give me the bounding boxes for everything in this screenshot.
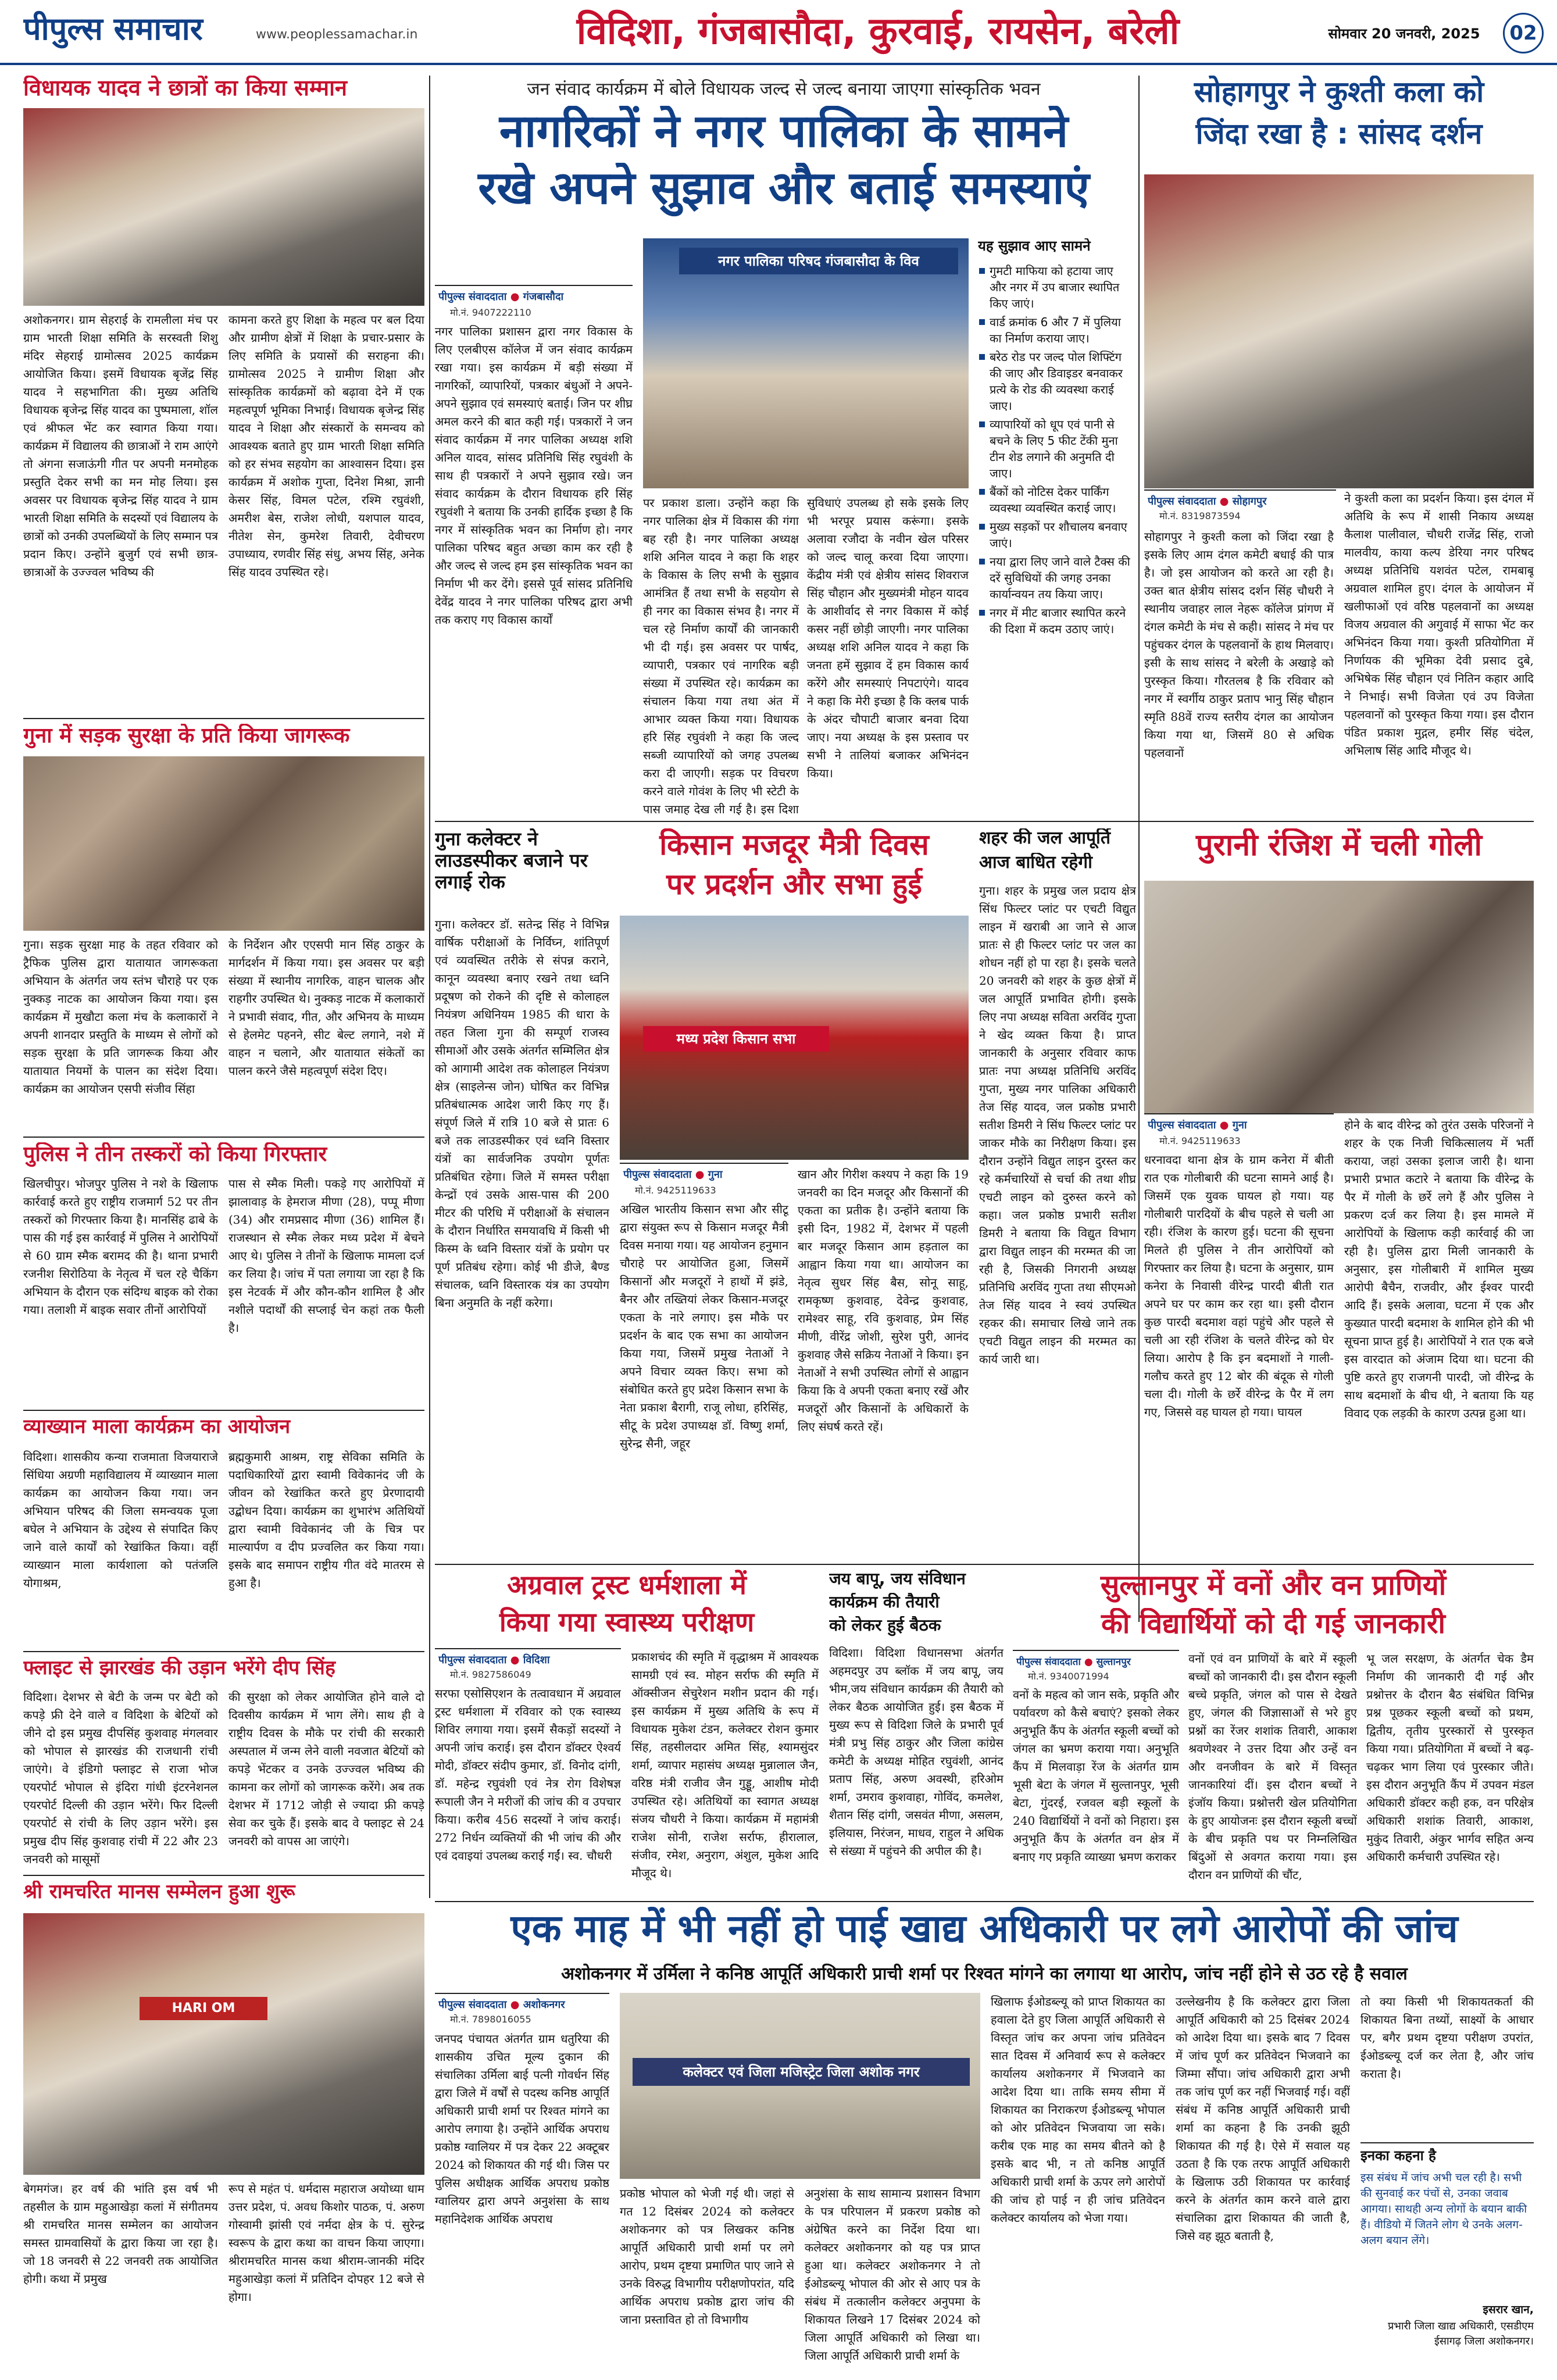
article-body-col1: अशोकनगर। ग्राम सेहराई के रामलीला मंच पर ग्राम भारती शिक्षा समिति के सरस्वती शिशु मंदिर सेहराई ग्रामोत्सव 2025 कार्यक्रम आयोजित किया। इसमें विधायक बृजेंद्र सिंह यादव ने सहभागिता की। मुख्य अतिथि विधायक बृजेन्द्र सिंह यादव का पुष्पमाला, शॉल एवं श्रीफल भेंट कर स्वागत किया गया। कार्यक्रम में विद्यालय की छात्राओं ने राम आएंगे तो अंगना सजाऊंगी गीत पर अपनी मनमोहक प्रस्तुति देकर सभी का मन मोह लिया। इस अवसर पर विधायक बृजेन्द्र सिंह यादव ने ग्राम भारती शिक्षा समिति के सदस्यों एवं विद्यालय के छात्रों को उनकी उपलब्धियों के लिए सम्मान पत्र प्रदान किए। उन्होंने बुजुर्ग एवं सभी छात्र-छात्राओं के उज्ज्वल भविष्य की [23, 313, 218, 579]
masthead-date: सोमवार 20 जनवरी, 2025 [1328, 26, 1480, 42]
masthead [0, 0, 1557, 65]
byline-mobile: मो.नं. 9827586049 [450, 1669, 531, 1680]
article-body-col1: अखिल भारतीय किसान सभा और सीटू द्वारा संयुक्त रूप से किसान मजदूर मैत्री दिवस मनाया गया। यह आयोजन हनुमान चौराहे पर आयोजित हुआ, जिसमें किसानों और मजदूरों ने हाथों में झंडे, बैनर और तख्तियां लेकर किसान-मजदूर एकता के नारे लगाए। इस मौके पर प्रदर्शन के बाद एक सभा का आयोजन किया गया, जिसमें प्रमुख नेताओं ने अपने विचार व्यक्त किए। सभा को संबोधित करते हुए प्रदेश किसान सभा के नेता प्रकाश बैरागी, राजू लोधा, हरिसिंह, सीटू के प्रदेश उपाध्यक्ष डॉ. विष्णु शर्मा, सुरेन्द्र सैनी, जहूर [620, 1202, 788, 1450]
article-body-col1: खिलचीपुर। भोजपुर पुलिस ने नशे के खिलाफ कार्रवाई करते हुए राष्ट्रीय राजमार्ग 52 पर तीन तस्करों को गिरफ्तार किया है। मानसिंह ढाबे के पास की गई इस कार्रवाई में पुलिस ने आरोपियों से 60 ग्राम स्मैक बरामद की है। थाना प्रभारी रजनीश सिरोठिया के नेतृत्व में चल रहे चैकिंग अभियान के दौरान एक संदिग्ध बाइक को रोका गया। तलाशी में बाइक सवार तीनों आरोपियों [23, 1177, 218, 1317]
byline-ganjbasoda [435, 285, 633, 320]
article-body: गुना। शहर के प्रमुख जल प्रदाय क्षेत्र सिंध फिल्टर प्लांट पर एचटी विद्युत लाइन में खराबी आ जाने से आज प्रातः से ही फिल्टर प्लांट पर जल का शोधन नहीं हो पा रहा है। इसके चलते 20 जनवरी को शहर के कुछ क्षेत्रों में जल आपूर्ति प्रभावित होगी। इसके लिए नपा अध्यक्ष सविता अरविंद गुप्ता ने खेद व्यक्त किया है। प्राप्त जानकारी के अनुसार रविवार काफ प्रातः नपा अध्यक्ष प्रतिनिधि अरविंद गुप्ता, मुख्य नगर पालिका अधिकारी तेज सिंह यादव, जल प्रकोष्ठ प्रभारी सतीश डिमरी ने सिंध फिल्टर प्लांट पर जाकर मौके का निरीक्षण किया। इस दौरान उन्होंने विद्युत लाइन दुरस्त कर रहे कर्मचारियों से चर्चा की तथा शीघ्र एचटी लाइन को दुरुस्त करने को कहा। जल प्रकोष्ठ प्रभारी सतीश डिमरी ने बताया कि विद्युत विभाग द्वारा विद्युत लाइन की मरम्मत की जा रही है, जिसकी निगरानी अध्यक्ष प्रतिनिधि अरविंद गुप्ता तथा सीएमओ तेज सिंह यादव ने स्वयं उपस्थित रहकर की। समाचार लिखे जाने तक एचटी विद्युत लाइन की मरम्मत का कार्य जारी था। [979, 884, 1136, 1366]
region-title: विदिशा, गंजबासौदा, कुरवाई, रायसेन, बरेली [576, 10, 1180, 53]
story-agrawal [435, 1570, 819, 1895]
byline-place: गंजबासौदा [523, 291, 564, 303]
story-kisan [620, 828, 969, 1555]
byline-name-text: पीपुल्स संवाददाता [438, 1999, 507, 2011]
pin-icon: ● [510, 1654, 520, 1666]
byline-name [438, 1997, 607, 2011]
byline-place: गुना [1232, 1119, 1247, 1131]
photo-vidhayak [23, 108, 424, 306]
byline-sohagpur [1144, 489, 1336, 523]
headline-line3: को लेकर हुई बैठक [829, 1616, 941, 1635]
byline-name [1148, 494, 1334, 508]
article-body-col2: ब्रह्मकुमारी आश्रम, राष्ट्र सेविका समिति के पदाधिकारियों द्वारा स्वामी विवेकानंद जी के जीवन को रेखांकित करते हुए प्रेरणादायी उद्बोधन दिया। कार्यक्रम का शुभारंभ अतिथियों द्वारा स्वामी विवेकानंद जी के चित्र पर माल्यार्पण व दीप प्रज्वलित कर किया गया। इसके बाद समापन राष्ट्रीय गीत वंदे मातरम से हुआ है। [228, 1450, 424, 1590]
headline-line1: किसान मजदूर मैत्री दिवस [659, 828, 929, 862]
article-body-col2: प्रकोष्ठ भोपाल को भेजी गई थी। जहां से गत 12 दिसंबर 2024 को कलेक्टर अशोकनगर को पत्र लिखकर कनिष्ठ आपूर्ति अधिकारी प्राची शर्मा पर लगे आरोप, प्रथम दृष्टया प्रमाणित पाए जाने से उनके विरुद्ध विभागीय परीक्षणोपरांत, यदि आर्थिक अपराध प्रकोष्ठ द्वारा जांच की जाना प्रस्तावित हो तो विभागीय [620, 2186, 794, 2327]
headline-line1: जय बापू, जय संविधान [829, 1570, 966, 1588]
article-body-col2: के निर्देशन और एएसपी मान सिंह ठाकुर के मार्गदर्शन में किया गया। इस अवसर पर बड़ी संख्या में स्थानीय नागरिक, वाहन चालक और राहगीर उपस्थित थे। नुक्कड़ नाटक में कलाकारों ने प्रभावी संवाद, गीत, और अभिनय के माध्यम से हेलमेट पहनने, सीट बेल्ट लगाने, नशे में वाहन न चलाने, और यातायात संकेतों का पालन करने जैसे महत्वपूर्ण संदेश दिए। [228, 938, 424, 1078]
article-body-col2: की सुरक्षा को लेकर आयोजित होने वाले दो दिवसीय कार्यक्रम में भाग लेंगे। साथ ही वे राष्ट्रीय दिवस के मौके पर रांची की सरकारी अस्पताल में जन्म लेने वाली नवजात बेटियों को कपड़े भेंटकर व उनके उज्ज्वल भविष्य की कामना कर लोगों को जागरूक करेंगे। अब तक देशभर में 1712 जोड़ी से ज्यादा फ्री कपड़े सेवा कर चुके हैं। इसके बाद वे फ्लाइट से 24 जनवरी को वापस आ जाएंगे। [228, 1690, 424, 1848]
byline-sultanpur [1013, 1650, 1179, 1684]
headline-line2: आज बाधित रहेगी [979, 853, 1092, 873]
headline: पुलिस ने तीन तस्करों को किया गिरफ्तार [23, 1142, 327, 1166]
headline-line1: सुल्तानपुर में वनों और वन प्राणियों [1100, 1570, 1447, 1602]
headline: फ्लाइट से झारखंड की उड़ान भरेंगे दीप सिंह [23, 1657, 335, 1679]
byline-guna-goli [1144, 1113, 1334, 1148]
suggestions-title: यह सुझाव आए सामने [978, 238, 1091, 254]
story-vidhayak [23, 76, 424, 715]
quote-name: इसरार खान, [1483, 2303, 1534, 2316]
headline-line1: अग्रवाल ट्रस्ट धर्मशाला में [507, 1570, 747, 1600]
article-body-col2: खान और गिरीश कश्यप ने कहा कि 19 जनवरी का दिन मजदूर और किसानों की एकता का प्रतीक है। उन्होंने बताया कि इसी दिन, 1982 में, देशभर में पहली बार मजदूर किसान आम हड़ताल का आह्वान किया गया था। आयोजन का नेतृत्व सुधर सिंह बैस, सोनू साहू, रामकृष्ण कुशवाह, देवेन्द्र कुशवाह, रामेश्वर साहू, रवि कुशवाह, प्रेम सिंह मीणी, वीरेंद्र जोशी, सुरेश पुरी, आनंद कुशवाह जैसे सक्रिय नेताओं ने किया। इन नेताओं ने सभी उपस्थित लोगों से आह्वान किया कि वे अपनी एकता बनाए रखें और मजदूरों और किसानों के अधिकारों के लिए संघर्ष करते रहें। [798, 1167, 969, 1434]
byline-place: सुल्तानपुर [1096, 1656, 1131, 1668]
byline-name [438, 290, 630, 303]
byline-name [438, 1653, 619, 1667]
pin-icon: ● [510, 1999, 520, 2011]
pin-icon: ● [1084, 1656, 1093, 1668]
byline-place: गुना [708, 1168, 723, 1181]
article-body-col2: होने के बाद वीरेन्द्र को तुरंत उसके परिजनों ने शहर के एक निजी चिकित्सालय में भर्ती कराया, जहां उसका इलाज जारी है। थाना प्रभारी प्रभात कटारे ने बताया कि वीरेन्द्र के पैर में गोली के छर्रे लगे हैं और पुलिस ने प्रकरण दर्ज कर लिया है। इस मामले में आरोपियों के खिलाफ कड़ी कार्रवाई की जा रही है। पुलिस द्वारा मिली जानकारी के अनुसार, इस गोलीबारी में शामिल मुख्य आरोपी बैचैन, राजवीर, और ईश्वर पारदी आदि हैं। इसके अलावा, घटना में एक और कुख्यात पारदी बदमाश के शामिल होने की भी सूचना प्राप्त हुई है। आरोपियों ने रात एक बजे इस वारदात को अंजाम दिया था। घटना की पुष्टि करते हुए राजगनी पारदी, जो वीरेन्द्र के साथ बदमाशों के बीच थी, ने बताया कि यह विवाद एक लड़की के कारण उत्पन्न हुआ था। [1344, 1118, 1534, 1420]
headline-line1: नागरिकों ने नगर पालिका के सामने [499, 106, 1069, 158]
byline-vidisha [435, 1648, 621, 1682]
quote-text: इस संबंध में जांच अभी चल रही है। सभी की सुनवाई कर पंचों से, उनका जवाब आगया। साथही अन्य लोगों के बयान बाकी हैं। वीडियो में जितने लोग थे उनके अलग-अलग बयान लेंगे। [1360, 2171, 1527, 2247]
suggestion-item: नगर में मीट बाजार स्थापित करने की दिशा में कदम उठाए जाएं। [978, 605, 1133, 637]
article-body-col4: खिलाफ ईओडब्ल्यू को प्राप्त शिकायत का हवाला देते हुए जिला आपूर्ति अधिकारी से विस्तृत जांच कर अपना जांच प्रतिवेदन सात दिवस में अनिवार्य रूप से कलेक्टर कार्यालय अशोकनगर में भिजवाने का आदेश दिया था। ताकि समय सीमा में शिकायत का निराकरण ईओडब्ल्यू भोपाल को ओर प्रतिवेदन भिजवाया जा सके। करीब एक माह का समय बीतने को है इसके बाद भी, न तो कनिष्ठ आपूर्ति अधिकारी प्राची शर्मा के ऊपर लगे आरोपों की जांच हो पाई न ही जांच प्रतिवेदन कलेक्टर कार्यालय को भेजा गया। [991, 1995, 1165, 2225]
subheadline: अशोकनगर में उर्मिला ने कनिष्ठ आपूर्ति अधिकारी प्राची शर्मा पर रिश्वत मांगने का लगाया था आरोप, जांच नहीं होने से उठ रहे है सवाल [561, 1964, 1408, 1984]
byline-name [1016, 1654, 1177, 1668]
article-body-col2: वनों एवं वन प्राणियों के बारे में स्कूली बच्चों को जानकारी दी। इस दौरान स्कूली बच्चे प्रकृति, जंगल को पास से देखते हुए, जंगल की जिज्ञासाओं से भरे हुए प्रश्नों का रेंजर शशांक तिवारी, आकाश श्रवणेश्वर ने उत्तर दिया और उन्हें वन और वनजीवन के बारे में विस्तृत जानकारियां दीं। इस दौरान बच्चों ने इंजॉय किया। प्रश्नोत्तरी खेल प्रतियोगिता के हुए आयोजनः इस दौरान स्कूली बच्चों के बीच प्रकृति पथ पर निम्नलिखित बिंदुओं से अवगत कराया गया। इस दौरान वन प्राणियों की चौंट, [1188, 1652, 1357, 1882]
story-flight [23, 1657, 424, 1872]
headline-line2: रखे अपने सुझाव और बताई समस्याएं [478, 163, 1090, 215]
suggestion-item: वार्ड क्रमांक 6 और 7 में पुलिया का निर्माण कराया जाए। [978, 314, 1133, 346]
headline-line2: पर प्रदर्शन और सभा हुई [666, 868, 922, 901]
headline: गुना में सड़क सुरक्षा के प्रति किया जागरूक [23, 724, 350, 748]
byline-mobile: मो.नं. 9425119633 [635, 1185, 716, 1196]
article-body-col2: कामना करते हुए शिक्षा के महत्व पर बल दिया और ग्रामीण क्षेत्रों में शिक्षा के प्रचार-प्रसार के लिए समिति के प्रयासों की सराहना की। ग्रामोत्सव 2025 ने ग्रामीण शिक्षा और सांस्कृतिक कार्यक्रमों को बढ़ावा देने में एक महत्वपूर्ण भूमिका निभाई। विधायक बृजेन्द्र सिंह यादव ने शिक्षा और संस्कारों के समन्वय को आवश्यक बताते हुए ग्राम भारती शिक्षा समिति को हर संभव सहयोग का आश्वासन दिया। इस कार्यक्रम में अशोक गुप्ता, दिनेश मिश्रा, ज्ञानी केसर सिंह, विमल पटेल, रश्मि रघुवंशी, अमरीश बेस, राजेश लोधी, यशपाल यादव, नीतेश सेन, कुमरेश तिवारी, देवीचरण उपाध्याय, रणवीर सिंह संधु, अभय सिंह, अनेक सिंह यादव उपस्थित रहे। [228, 313, 424, 579]
story-sultanpur [1013, 1570, 1534, 1895]
byline-name-text: पीपुल्स संवाददाता [1148, 1119, 1216, 1131]
story-loudspeaker [435, 828, 609, 1555]
pin-icon: ● [1219, 1119, 1229, 1131]
story-police [23, 1142, 424, 1407]
headline: गुना कलेक्टर ने लाउडस्पीकर बजाने पर लगाई रोक [435, 828, 588, 893]
byline-mobile: मो.नं. 9340071994 [1028, 1671, 1109, 1682]
divider [435, 1564, 1534, 1565]
divider [23, 1651, 424, 1652]
photo-jan-samvad [643, 238, 969, 488]
quote-designation: प्रभारी जिला खाद्य अधिकारी, एसडीएम ईसागढ़ जिला अशोकनगर। [1388, 2320, 1534, 2347]
byline-name-text: पीपुल्स संवाददाता [438, 291, 507, 303]
suggestion-item: नया द्वारा लिए जाने वाले टैक्स की दरें सुविधियों की जगह उनका कार्यान्वयन तय किया जाए। [978, 553, 1133, 602]
photo-collector-office [620, 1993, 980, 2179]
quote-title: इनका कहना है [1360, 2148, 1436, 2164]
headline: एक माह में भी नहीं हो पाई खाद्य अधिकारी पर लगे आरोपों की जांच [510, 1907, 1458, 1951]
article-body-col3: अनुशंसा के साथ सामान्य प्रशासन विभाग के पत्र परिपालन में प्रकरण प्रकोष्ठ को अंग्रेषित करने का निर्देश दिया था। कलेक्टर अशोकनगर को यह पत्र प्राप्त हुआ था। कलेक्टर अशोकनगर ने तो ईओडब्ल्यू भोपाल की ओर से आए पत्र के संबंध में तत्कालीन कलेक्टर अनुपमा के शिकायत लिखने 17 दिसंबर 2024 को जिला आपूर्ति अधिकारी को लिखा था। जिला आपूर्ति अधिकारी प्राची शर्मा के [805, 2186, 980, 2363]
divider [435, 821, 1534, 822]
headline-line2: किया गया स्वास्थ्य परीक्षण [499, 1607, 755, 1638]
story-vyakhyan [23, 1416, 424, 1648]
article-body-col1: जनपद पंचायत अंतर्गत ग्राम धतुरिया की शासकीय उचित मूल्य दुकान की संचालिका उर्मिला बाई पत्नी गोवर्धन सिंह द्वारा जिले में वर्षों से पदस्थ कनिष्ठ आपूर्ति अधिकारी प्राची शर्मा पर रिश्वत मांगने का आरोप लगाया है। उन्होंने आर्थिक अपराध प्रकोष्ठ ग्वालियर में पत्र देकर 22 अक्टूबर 2024 को शिकायत की गई थी। जिस पर पुलिस अधीक्षक आर्थिक अपराध प्रकोष्ठ ग्वालियर द्वारा अपने अनुशंसा के साथ महानिदेशक आर्थिक अपराध [435, 2032, 609, 2226]
story-guna-road-safety [23, 724, 424, 1134]
headline-line1: सोहागपुर ने कुश्ती कला को [1194, 76, 1484, 109]
headline-line2: की विद्यार्थियों को दी गई जानकारी [1101, 1608, 1445, 1640]
byline-place: अशोकनगर [523, 1999, 565, 2011]
byline-mobile: मो.नं. 8319873594 [1159, 510, 1241, 521]
byline-mobile: मो.नं. 9407222110 [450, 307, 531, 318]
article-body-col1: सरफा एसोसिएशन के तत्वावधान में अग्रवाल ट्रस्ट धर्मशाला में रविवार को एक स्वास्थ्य शिविर लगाया गया। इसमें सैकड़ों सदस्यों ने अपनी जांच कराई। इस दौरान डॉक्टर ऐश्वर्य मोदी, डॉक्टर संदीप कुमार, डॉ. विनोद दांगी, डॉ. महेन्द्र रघुवंशी एवं नेत्र रोग विशेषज्ञ रूपाली जैन ने मरीजों की जांच की व उपचार किया। करीब 456 सदस्यों ने जांच कराई। 272 निर्धन व्यक्तियों की भी जांच की और एवं दवाइयां उपलब्ध कराई गईं। स्व. चौधरी [435, 1686, 621, 1863]
article-body-col1: गुना। सड़क सुरक्षा माह के तहत रविवार को ट्रैफिक पुलिस द्वारा यातायात जागरूकता अभियान के अंतर्गत जय स्तंभ चौराहे पर एक नुक्कड़ नाटक का आयोजन किया गया। इस कार्यक्रम में मुखौटा कला मंच के कलाकारों ने अपनी शानदार प्रस्तुति के माध्यम से लोगों को सड़क सुरक्षा के प्रति जागरूक किया और यातायात नियमों के पालन का संदेश दिया। कार्यक्रम का आयोजन एसपी संजीव सिंहा [23, 938, 218, 1096]
suggestion-item: बैंकों को नोटिस देकर पार्किंग व्यवस्था व्यवस्थित कराई जाए। [978, 484, 1133, 516]
right-divider [1138, 76, 1140, 1622]
article-body-col6: तो क्या किसी भी शिकायतकर्ता की शिकायत बिना तथ्यों, साक्ष्यों के आधार पर, बगैर प्रथम दृष्टया परीक्षण उपरांत, ईओडब्ल्यू दर्ज कर लेता है, और जांच कराता है। [1360, 1995, 1534, 2081]
story-main-ganjbasoda [435, 76, 1133, 817]
byline-name [1148, 1118, 1331, 1132]
suggestion-item: व्यापारियों को धूप एवं पानी से बचने के लिए 5 फीट टेंकी मुना टीन शेड लगाने की अनुमति दी जाए। [978, 416, 1133, 481]
headline: पुरानी रंजिश में चली गोली [1195, 828, 1482, 863]
photo-sign-text: कलेक्टर एवं जिला मजिस्ट्रेट जिला अशोक नगर [633, 2058, 970, 2086]
article-body-col1: सोहागपुर ने कुश्ती कला को जिंदा रखा है इसके लिए आम दंगल कमेटी बधाई की पात्र है। जो इस आयोजन को करते आ रही है। उक्त बात क्षेत्रीय सांसद दर्शन सिंह चौधरी ने स्थानीय जवाहर लाल नेहरू कॉलेज प्रांगण में दंगल कमेटी के मंच से कही। सांसद ने मंच पर पहुंचकर दंगल के पहलवानों के हाथ मिलवाए। इसी के साथ सांसद ने बरेली के अखाड़े को पुरस्कृत किया। गौरतलब है कि रविवार को नगर में स्वर्गीय ठाकुर प्रताप भानु सिंह चौहान स्मृति 88वें राज्य स्तरीय दंगल का आयोजन किया गया था, जिसमें 80 से अधिक पहलवानों [1144, 530, 1334, 760]
story-goli [1144, 828, 1534, 1555]
suggestion-item: मुख्य सड़कों पर शौचालय बनवाए जाएं। [978, 519, 1133, 551]
article-body-col2: प्रकाशचंद की स्मृति में वृद्धाश्रम में आवश्यक सामग्री एवं स्व. मोहन सर्राफ की स्मृति में ऑक्सीजन सेचुरेशन मशीन प्रदान की गई। इस कार्यक्रम में मुख्य अतिथि के रूप में विधायक मुकेश टंडन, कलेक्टर रोशन कुमार सिंह, तहसीलदार अमित सिंह, श्यामसुंदर शर्मा, व्यापार महासंघ अध्यक्ष मुन्नालाल जैन, वरिष्ठ मंत्री राजीव जैन गुड्डू, आशीष मोदी उपस्थित रहे। अतिथियों का स्वागत अध्यक्ष संजय चौधरी ने किया। कार्यक्रम में महामंत्री राजेश सोनी, राजेश सर्राफ, हीरालाल, संजीव, रमेश, अनुराग, अंशुल, मुकेश आदि मौजूद थे। [631, 1650, 819, 1880]
logo: पीपुल्स समाचार [23, 10, 203, 47]
divider [23, 1410, 424, 1411]
quote-box [1360, 2142, 1534, 2366]
divider [23, 1137, 424, 1138]
byline-guna-kisan [620, 1163, 788, 1198]
byline-place: सोहागपुर [1232, 495, 1267, 508]
website: www.peoplessamachar.in [256, 27, 418, 42]
suggestions-box [978, 238, 1133, 817]
byline-name-text: पीपुल्स संवाददाता [1016, 1656, 1081, 1668]
byline-name-text: पीपुल्स संवाददाता [623, 1168, 692, 1181]
byline-mobile: मो.नं. 9425119633 [1159, 1135, 1241, 1146]
byline-name-text: पीपुल्स संवाददाता [438, 1654, 507, 1666]
byline-mobile: मो.नं. 7898016055 [450, 2014, 531, 2025]
story-khadya [435, 1907, 1534, 2366]
divider [23, 1875, 424, 1876]
article-body-col2: पास से स्मैक मिली। पकड़े गए आरोपियों में झालावाड़ के हेमराज मीणा (28), पप्पू मीणा (34) और रामप्रसाद मीणा (36) शामिल हैं। राजस्थान से स्मैक लेकर मध्य प्रदेश में बेचने आए थे। पुलिस ने तीनों के खिलाफ मामला दर्ज कर लिया है। जांच में पता लगाया जा रहा है कि इस नेटवर्क में और कौन-कौन शामिल है और नशीले पदार्थों की सप्लाई चेन कहां तक फैली है। [228, 1177, 424, 1335]
article-body-col3: सुविधाएं उपलब्ध हो सके इसके लिए भी भरपूर प्रयास करूंगा। इसके अलावा रजौदा के नवीन खेल परिसर को जल्द चालू करवा दिया जाएगा। केंद्रीय मंत्री एवं क्षेत्रीय सांसद शिवराज सिंह चौहान और मुख्यमंत्री मोहन यादव के आशीर्वाद से नगर विकास में कोई कसर नहीं छोड़ी जाएगी। नगर पालिका अध्यक्ष शशि अनिल यादव ने कहा कि जनता हमें सुझाव दें हम विकास कार्य करेंगे और समस्याएं निपटाएंगे। यादव ने कहा कि मेरी इच्छा है कि क्लब पार्क के अंदर चौपाटी बाजार बनवा दिया जाए। नया अध्यक्ष के इस प्रस्ताव पर सभी ने तालियां बजाकर अभिनंदन किया। [807, 496, 969, 780]
kicker: जन संवाद कार्यक्रम में बोले विधायक जल्द से जल्द बनाया जाएगा सांस्कृतिक भवन [527, 79, 1041, 99]
article-body-col1: विदिशा। देशभर से बेटी के जन्म पर बेटी को कपड़े फ्री देने वाले व विदिशा के बेटियों को जीने दो इस प्रमुख दीपसिंह कुशवाह मंगलवार को भोपाल से झारखंड की राजधानी रांची जाएंगे। वे इंडिगो फ्लाइट से राजा भोज एयरपोर्ट भोपाल से इंदिरा गांधी इंटरनेशनल एयरपोर्ट दिल्ली की उड़ान भरेंगे। फिर दिल्ली एयरपोर्ट से रांची के लिए उड़ान भरेंगे। इस प्रमुख दीप सिंह कुशवाह रांची में 22 और 23 जनवरी को मासूमों [23, 1690, 218, 1866]
byline-place: विदिशा [523, 1654, 550, 1666]
article-body: गुना। कलेक्टर डॉ. सतेन्द्र सिंह ने विभिन्न वार्षिक परीक्षाओं के निर्विघ्न, शांतिपूर्ण एवं व्यवस्थित तरीके से संपन्न कराने, कानून व्यवस्था बनाए रखने तथा ध्वनि प्रदूषण को रोकने की दृष्टि से कोलाहल नियंत्रण अधिनियम 1985 की धारा के तहत जिला गुना की सम्पूर्ण राजस्व सीमाओं और उसके अंतर्गत सम्मिलित क्षेत्र को आगामी आदेश तक कोलाहल नियंत्रण क्षेत्र (साइलेन्स जोन) घोषित कर विभिन्न प्रतिबंधात्मक आदेश जारी किए गए हैं। संपूर्ण जिले में रात्रि 10 बजे से प्रातः 6 बजे तक लाउडस्पीकर एवं ध्वनि विस्तार यंत्रों का सार्वजनिक उपयोग पूर्णतः प्रतिबंधित रहेगा। जिले में समस्त परीक्षा केन्द्रों एवं उसके आस-पास की 200 मीटर की परिधि में परीक्षाओं के संचालन के दौरान निर्धारित समयावधि में किसी भी किस्म के ध्वनि विस्तार यंत्रों के प्रयोग पर पूर्ण प्रतिबंध रहेगा। कोई भी डीजे, बैण्ड संचालक, ध्वनि विस्तारक यंत्र का उपयोग बिना अनुमति के नहीं करेगा। [435, 917, 609, 1310]
article-body-col2: ने कुश्ती कला का प्रदर्शन किया। इस दंगल में अतिथि के रूप में शासी निकाय अध्यक्ष कैलाश पालीवाल, चौधरी राजेंद्र सिंह, राजो मालवीय, काया कल्प डेरिया नगर परिषद अध्यक्ष प्रतिनिधि यशवंत पटेल, रामबाबू अग्रवाल शामिल हुए। दंगल के आयोजन में खलीफाओं एवं वरिष्ठ पहलवानों का अध्यक्ष विजय अग्रवाल की अगुवाई में साफा भेंट कर अभिनंदन किया गया। कुश्ती प्रतियोगिता में निर्णायक की भूमिका देवी प्रसाद दुबे, अभिषेक सिंह चौहान एवं नितिन कहार आदि ने निभाई। सभी विजेता एवं उप विजेता पहलवानों को पुरस्कृत किया गया। इस दौरान पंडित प्रकाश मुद्गल, हमीर सिंह चंदेल, अभिलाष सिंह आदि मौजूद थे। [1344, 491, 1534, 757]
article-body-col1: विदिशा। शासकीय कन्या राजमाता विजयाराजे सिंधिया अग्रणी महाविद्यालय में व्याख्यान माला कार्यक्रम का आयोजन किया गया। जन अभियान परिषद की जिला समन्वयक पूजा बघेल ने अभियान के उद्देश्य से संपादित किए जाने वाले कार्यों को रेखांकित किया। वहीं व्याख्यान माला कार्यशाला को पतंजलि योगाश्रम, [23, 1450, 218, 1590]
headline-line2: जिंदा रखा है : सांसद दर्शन [1195, 117, 1483, 151]
article-body-col3: भू जल सरक्षण, के अंतर्गत चेक डैम निर्माण की जानकारी दी गई और प्रश्नोत्तर के दौरान बैठ संबंधित विभिन्न प्रश्न पूछकर स्कूली बच्चों को प्रथम, द्वितीय, तृतीय पुरस्कारों से पुरस्कृत किया गया। प्रतियोगिता में बच्चों ने बढ़-चढ़कर भाग लिया एवं पुरस्कार जीते। इस दौरान अनुभूति कैंप में उपवन मंडल अधिकारी डॉक्टर कही हक, वन परिक्षेत्र अधिकारी शशांक तिवारी, आकाश, मुकुंद तिवारी, अंकुर भार्गव सहित अन्य अधिकारी कर्मचारी उपस्थित रहे। [1366, 1652, 1534, 1864]
story-jaibapu [829, 1570, 1004, 1895]
headline: व्याख्यान माला कार्यक्रम का आयोजन [23, 1416, 291, 1438]
article-body: विदिशा। विदिशा विधानसभा अंतर्गत अहमदपुर उप ब्लॉक में जय बापू, जय भीम,जय संविधान कार्यक्रम की तैयारी को लेकर बैठक आयोजित हुई। इस बैठक में मुख्य रूप से विदिशा जिले के प्रभारी पूर्व मंत्री प्रभु सिंह ठाकुर और जिला कांग्रेस कमेटी के अध्यक्ष मोहित रघुवंशी, आनंद प्रताप सिंह, अरुण अवस्थी, हरिओम शर्मा, उमराव कुशवाहा, गोविंद, कमलेश, शैतान सिंह दांगी, जसवंत मीणा, असलम, इलियास, निरंजन, माधव, राहुल ने अधिक से संख्या में पहुंचने की अपील की है। [829, 1646, 1004, 1858]
divider [23, 718, 424, 719]
photo-banner-text: मध्य प्रदेश किसान सभा [643, 1026, 829, 1052]
photo-road-safety [23, 756, 424, 931]
article-body-col1: बेगमगंज। हर वर्ष की भांति इस वर्ष भी तहसील के ग्राम महुआखेड़ा कलां में संगीतमय श्री रामचरित मानस सम्मेलन का आयोजन समस्त ग्रामवासियों के द्वारा किया जा रहा है। जो 18 जनवरी से 22 जनवरी तक आयोजित होगी। कथा में प्रमुख [23, 2182, 218, 2286]
story-water [979, 828, 1136, 1555]
photo-ramcharit [23, 1913, 424, 2175]
byline-ashoknagar [435, 1993, 609, 2027]
suggestion-item: गुमटी माफिया को हटाया जाए और नगर में उप बाजार स्थापित किए जाएं। [978, 263, 1133, 312]
headline: विधायक यादव ने छात्रों का किया सम्मान [23, 76, 348, 101]
article-body-col1: नगर पालिका प्रशासन द्वारा नगर विकास के लिए एलबीएस कॉलेज में जन संवाद कार्यक्रम रखा गया। इस कार्यक्रम में बड़ी संख्या में नागरिकों, व्यापारियों, पत्रकार बंधुओं ने अपने-अपने सुझाव एवं समस्याएं बताई। जिन पर शीघ्र अमल करने की बात कही गई। पत्रकारों ने जन संवाद कार्यक्रम में नगर पालिका अध्यक्ष शशि अनिल यादव, सांसद प्रतिनिधि सिंह रघुवंशी के साथ ही पत्रकारों ने अपने सुझाव रखे। जन संवाद कार्यक्रम के दौरान विधायक हरि सिंह रघुवंशी ने बताया कि उनकी हार्दिक इच्छा है कि नगर में सांस्कृतिक भवन का निर्माण हो। नगर पालिका परिषद बहुत अच्छा काम कर रही है और जल्द से जल्द हम इस सांस्कृतिक भवन का निर्माण भी कर देंगे। इससे पूर्व सांसद प्रतिनिधि देवेंद्र यादव ने नगर पालिका परिषद द्वारा अभी तक कराए गए विकास कार्यों [435, 324, 633, 627]
byline-name [623, 1167, 786, 1181]
story-ramcharit [23, 1881, 424, 2357]
byline-name-text: पीपुल्स संवाददाता [1148, 495, 1216, 508]
story-kushti [1144, 76, 1534, 814]
article-body-col1: वनों के महत्व को जान सके, प्रकृति और पर्यावरण को कैसे बचाएं? इसको लेकर अनुभूति कैंप के अंतर्गत स्कूली बच्चों को जंगल का भ्रमण कराया गया। अनुभूति कैंप में मिलवाड़ा रेंज के अंतर्गत ग्राम भूसी बेटा के जंगल में सुल्तानपुर, भूसी बेटा, गुंदरई, रजवल बड़ी स्कूलों के 240 विद्यार्थियों ने वनों को निहारा। इस अनुभूति कैंप के अंतर्गत वन क्षेत्र में बनाए गए प्रकृति व्याख्या भ्रमण कराकर [1013, 1688, 1179, 1864]
headline-line2: कार्यक्रम की तैयारी [829, 1593, 940, 1611]
pin-icon: ● [1219, 495, 1229, 508]
photo-injured [1144, 881, 1534, 1113]
photo-kushti [1144, 174, 1534, 488]
article-body-col5: उल्लेखनीय है कि कलेक्टर द्वारा जिला आपूर्ति अधिकारी को 25 दिसंबर 2024 को आदेश दिया था। इसके बाद 7 दिवस में जांच पूर्ण कर प्रतिवेदन भिजवाने का जिम्मा सौंपा। जांच अधिकारी द्वारा अभी तक जांच पूर्ण कर नहीं भिजवाई गई। वहीं संबंध में कनिष्ठ आपूर्ति अधिकारी प्राची शर्मा का कहना है कि उनकी झूठी शिकायत की गई है। ऐसे में सवाल यह उठता है कि एक तरफ आपूर्ति अधिकारी के खिलाफ उठी शिकायत पर कार्रवाई करने के अंतर्गत काम करने वाले द्वारा संचालिका द्वारा शिकायत की जाती है, जिसे वह झूठ बताती है, [1176, 1995, 1350, 2243]
photo-banner-text: HARI OM [140, 1997, 267, 2020]
pin-icon: ● [510, 291, 520, 303]
headline: श्री रामचरित मानस सम्मेलन हुआ शुरू [23, 1881, 295, 1903]
article-body-col2: पर प्रकाश डाला। उन्होंने कहा कि नगर पालिका क्षेत्र में विकास की गंगा बह रही है। नगर पालिका अध्यक्ष शशि अनिल यादव ने कहा कि शहर के विकास के लिए सभी के सुझाव आमंत्रित हैं तथा सभी के सहयोग से ही नगर का विकास संभव है। नगर में चल रहे निर्माण कार्यों की जानकारी भी दी गई। इस अवसर पर पार्षद, व्यापारी, पत्रकार एवं नागरिक बड़ी संख्या में उपस्थित रहे। कार्यक्रम का संचालन किया गया तथा अंत में आभार व्यक्त किया गया। विधायक हरि सिंह रघुवंशी ने कहा कि जल्द सब्जी व्यापारियों को जगह उपलब्ध करा दी जाएगी। सड़क पर विचरण करने वाले गोवंश के लिए भी स्टेटी के पास जमाह देख ली गई है। इस दिशा [643, 496, 799, 816]
headline-line1: शहर की जल आपूर्ति [979, 828, 1110, 848]
suggestions-list [978, 263, 1133, 815]
pin-icon: ● [695, 1168, 705, 1181]
photo-banner-text: नगर पालिका परिषद गंजबासौदा के विव [679, 248, 958, 274]
article-body-col1: धरनावदा थाना क्षेत्र के ग्राम कनेरा में बीती रात एक गोलीबारी की घटना सामने आई है। जिसमें एक युवक घायल हो गया। यह गोलीबारी पारदियों के बीच पहले से चली आ रही। रंजिश के कारण हुई। घटना की सूचना मिलते ही पुलिस ने तीन आरोपियों को गिरफ्तार कर लिया है। घटना के अनुसार, ग्राम कनेरा के निवासी वीरेन्द्र पारदी बीती रात अपने घर पर काम कर रहा था। इसी दौरान कुछ पारदी बदमाश वहां पहुंचे और पहले से चली आ रही रंजिश के चलते वीरेन्द्र को घेर लिया। आरोप है कि इन बदमाशों ने गाली-गलौच करते हुए 12 बोर की बंदूक से गोली चला दी। गोली के छर्रे वीरेन्द्र के पैर में लग गए, जिससे वह घायल हो गया। घायल [1144, 1153, 1334, 1419]
divider [435, 1901, 1534, 1902]
article-body-col2: रूप से महंत पं. धर्मदास महाराज अयोध्या धाम उत्तर प्रदेश, पं. अवध किशोर पाठक, पं. अरुण गोस्वामी झांसी एवं नर्मदा क्षेत्र के पं. सुरेन्द्र स्वरूप के द्वारा कथा का वाचन किया जाएगा। श्रीरामचरित मानस कथा श्रीराम-जानकी मंदिर महुआखेड़ा कलां में प्रतिदिन दोपहर 12 बजे से होगा। [228, 2182, 424, 2304]
left-divider [429, 76, 430, 1898]
suggestion-item: बरेठ रोड पर जल्द पोल शिफ्टिंग की जाए और डिवाइडर बनवाकर प्रत्ये के रोड की व्यवस्था कराई जाए। [978, 349, 1133, 414]
page-number: 02 [1503, 13, 1544, 53]
